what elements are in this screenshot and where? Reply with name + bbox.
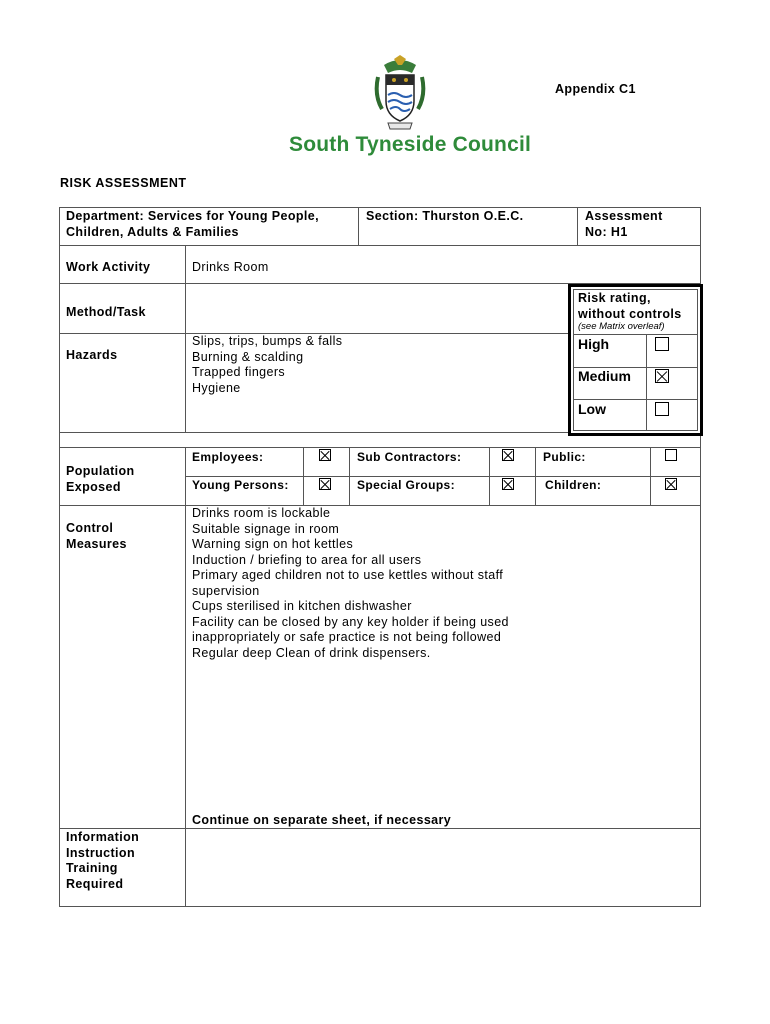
control-measure-line: inappropriately or safe practice is not being followed	[192, 630, 502, 644]
hazards-label: Hazards	[66, 348, 118, 362]
method-task-label: Method/Task	[66, 305, 146, 319]
information-label: Information Instruction Training Required	[66, 830, 140, 891]
assessment-number: Assessment No: H1	[585, 209, 663, 239]
population-special-groups-label: Special Groups:	[357, 478, 456, 492]
population-young-persons-label: Young Persons:	[192, 478, 289, 492]
hazard-item: Hygiene	[192, 380, 241, 395]
population-employees-checkbox[interactable]	[319, 449, 331, 461]
document-title: RISK ASSESSMENT	[60, 176, 187, 190]
population-subcontractors-checkbox[interactable]	[502, 449, 514, 461]
hazard-item: Slips, trips, bumps & falls	[192, 334, 343, 348]
population-public-label: Public:	[543, 450, 586, 464]
department-field: Department: Services for Young People, Children, Adults & Families	[66, 209, 319, 239]
control-measure-line: Drinks room is lockable	[192, 506, 331, 520]
risk-rating-note: (see Matrix overleaf)	[578, 321, 665, 332]
control-measures-label: Control Measures	[66, 521, 127, 551]
hazard-item: Burning & scalding	[192, 349, 304, 364]
risk-level-high-checkbox[interactable]	[655, 337, 669, 351]
control-measure-line: Suitable signage in room	[192, 521, 340, 536]
risk-level-medium-checkbox[interactable]	[655, 369, 669, 383]
risk-level-high-label: High	[578, 336, 610, 352]
control-measure-line: supervision	[192, 583, 260, 598]
population-subcontractors-label: Sub Contractors:	[357, 450, 462, 464]
control-measure-line: Primary aged children not to use kettles without staff	[192, 568, 504, 582]
control-measure-line: Cups sterilised in kitchen dishwasher	[192, 599, 412, 613]
population-employees-label: Employees:	[192, 450, 264, 464]
risk-rating-title: Risk rating, without controls	[578, 291, 682, 321]
continue-note: Continue on separate sheet, if necessary	[192, 813, 452, 827]
control-measure-line: Facility can be closed by any key holder if being used	[192, 614, 509, 629]
population-young-persons-checkbox[interactable]	[319, 478, 331, 490]
population-public-checkbox[interactable]	[665, 449, 677, 461]
appendix-label: Appendix C1	[555, 82, 636, 96]
risk-level-low-checkbox[interactable]	[655, 402, 669, 416]
hazard-item: Trapped fingers	[192, 365, 286, 379]
population-label: Population Exposed	[66, 464, 135, 494]
council-name: South Tyneside Council	[289, 133, 532, 156]
population-children-checkbox[interactable]	[665, 478, 677, 490]
work-activity-value: Drinks Room	[192, 260, 269, 274]
control-measure-line: Regular deep Clean of drink dispensers.	[192, 645, 431, 660]
control-measure-line: Warning sign on hot kettles	[192, 537, 354, 551]
risk-level-medium-label: Medium	[578, 368, 631, 384]
risk-rating-box	[568, 284, 703, 436]
work-activity-label: Work Activity	[66, 260, 151, 274]
section-field: Section: Thurston O.E.C.	[366, 209, 524, 223]
population-special-groups-checkbox[interactable]	[502, 478, 514, 490]
control-measures-list	[192, 506, 509, 661]
council-crest-logo	[372, 55, 428, 133]
control-measure-line: Induction / briefing to area for all users	[192, 552, 422, 567]
risk-level-low-label: Low	[578, 401, 606, 417]
population-children-label: Children:	[545, 478, 602, 492]
hazards-list	[192, 334, 342, 396]
